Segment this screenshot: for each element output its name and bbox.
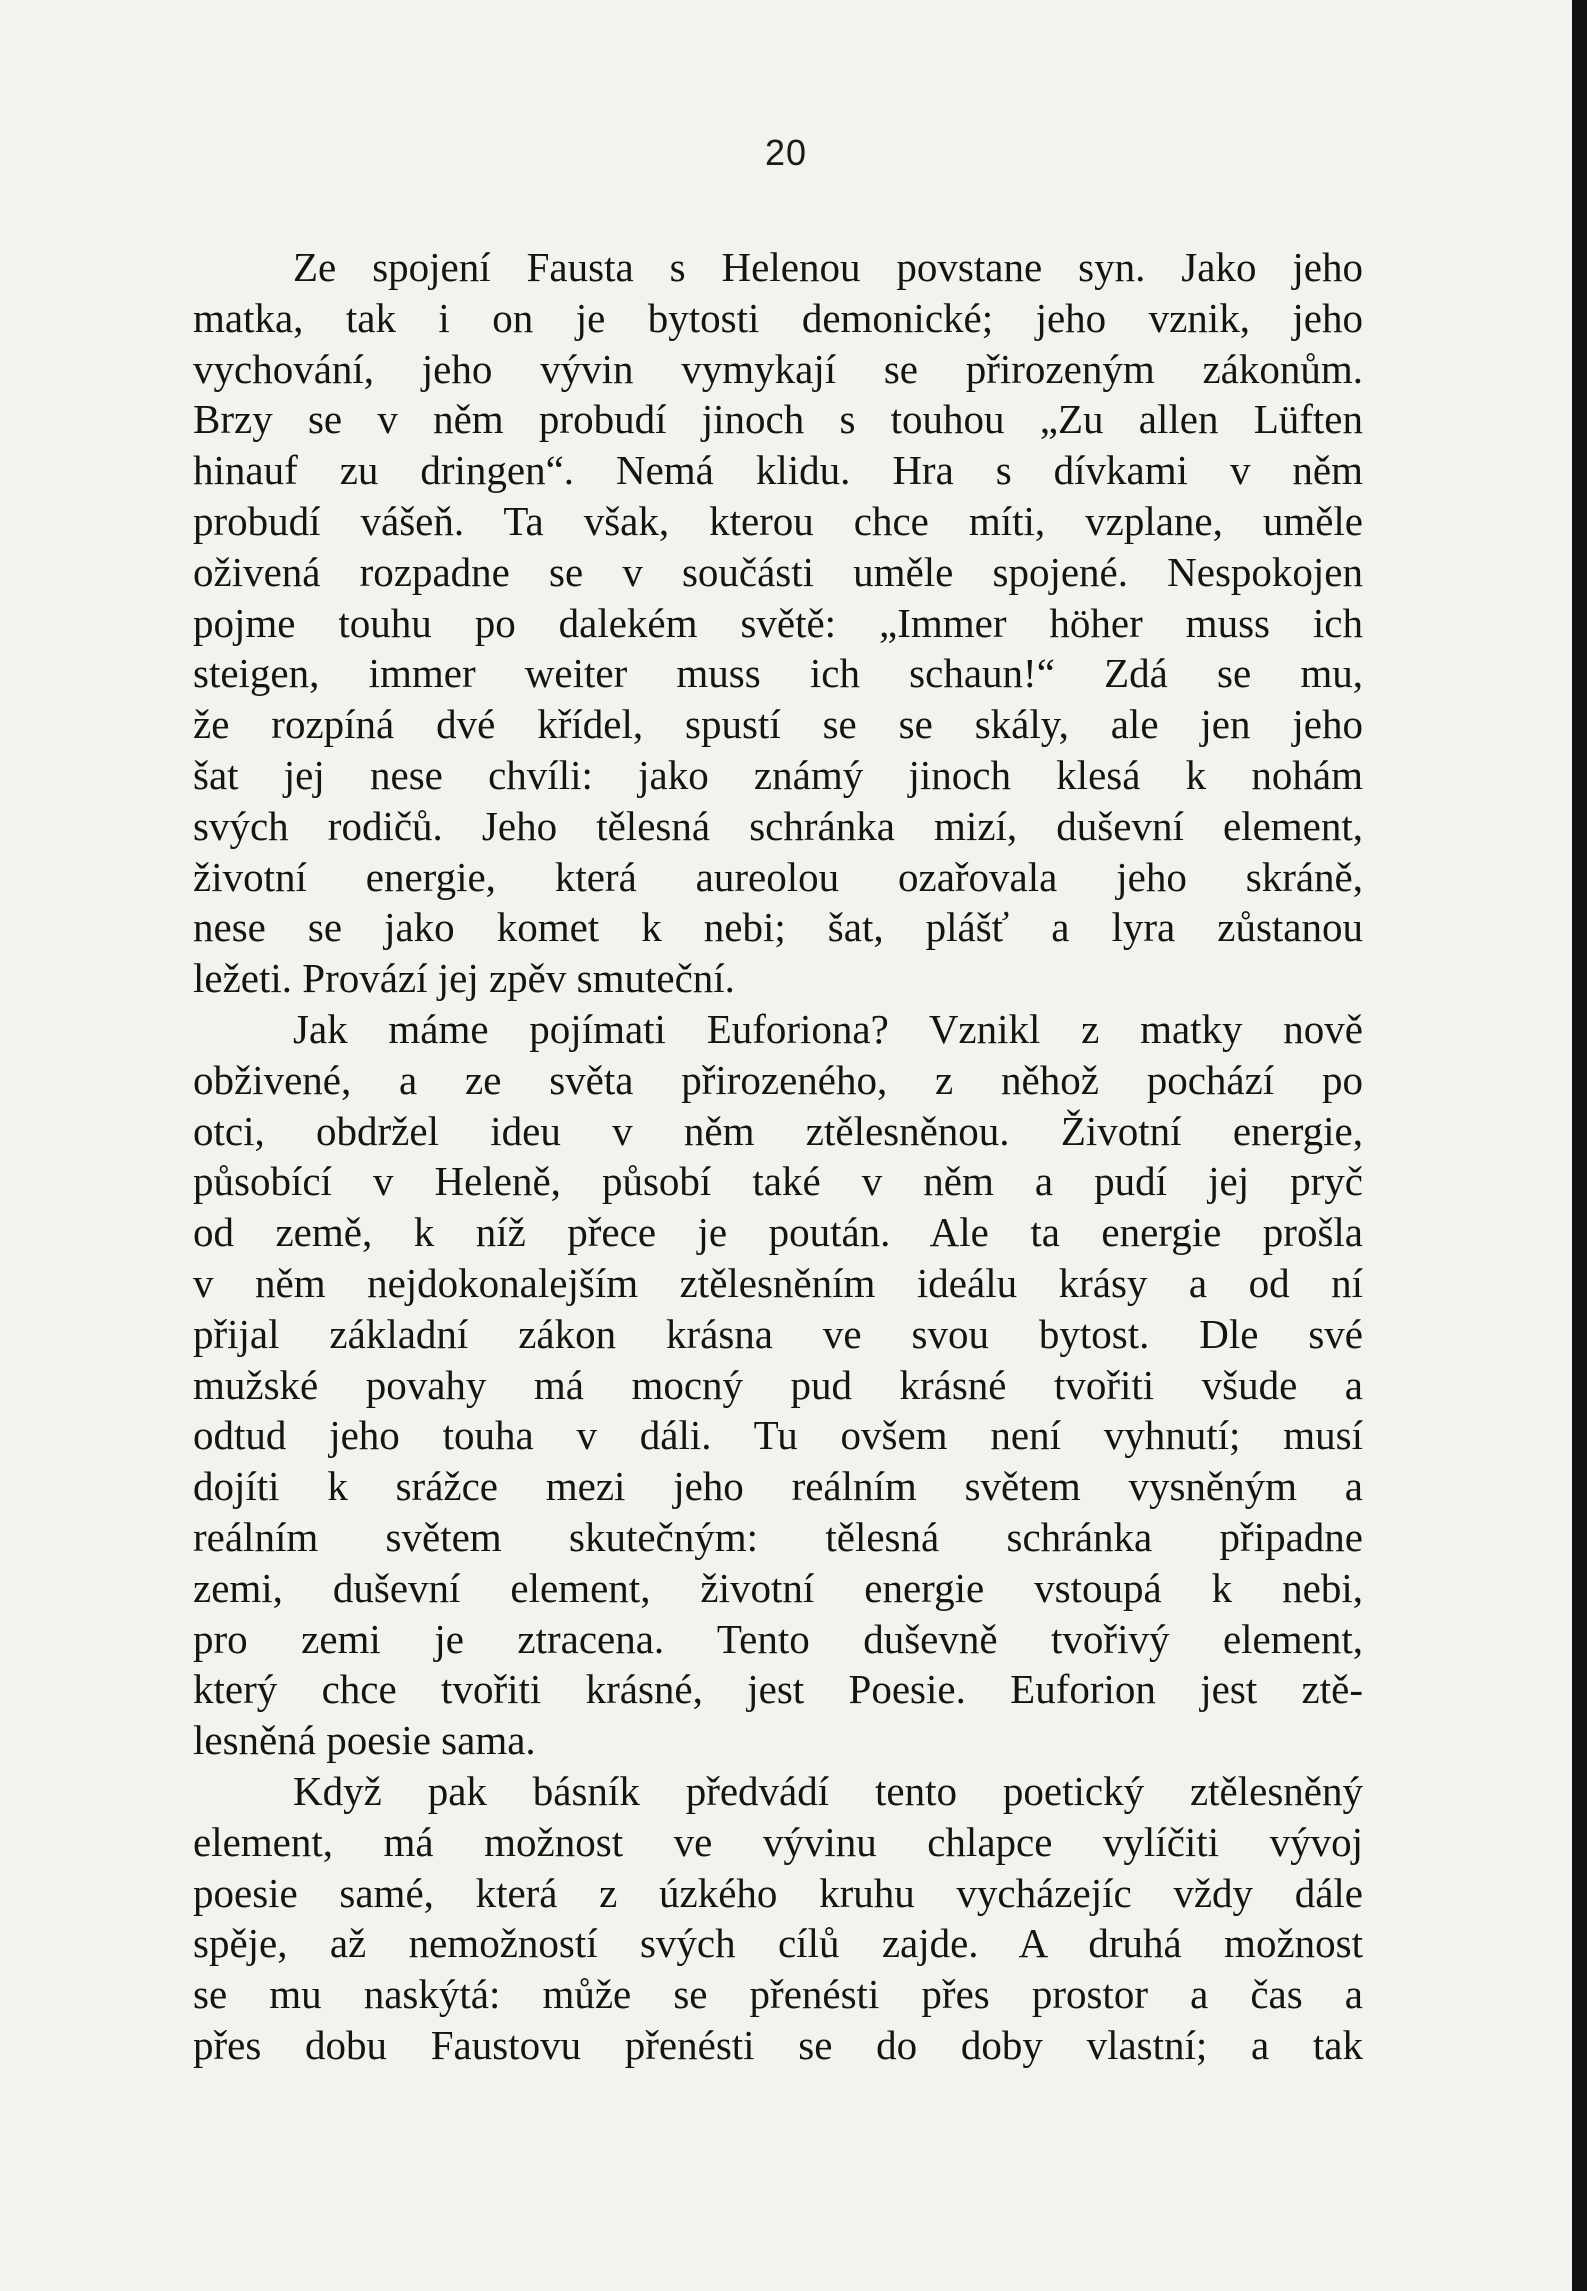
text-line: působící v Heleně, působí také v něm a pudí jej pryč: [193, 1158, 1363, 1205]
text-line: pojme touhu po dalekém světě: „Immer höher muss ich: [193, 599, 1363, 646]
text-line: otci, obdržel ideu v něm ztělesněnou. Životní energie,: [193, 1107, 1363, 1154]
text-line: mužské povahy má mocný pud krásné tvořiti všude a: [193, 1361, 1363, 1408]
text-line: šat jej nese chvíli: jako známý jinoch klesá k nohám: [193, 751, 1363, 798]
text-line: životní energie, která aureolou ozařovala jeho skráně,: [193, 853, 1363, 900]
scan-edge: [1572, 0, 1587, 2291]
text-line: ležeti. Provází jej zpěv smuteční.: [193, 955, 735, 1002]
text-line: steigen, immer weiter muss ich schaun!“ Zdá se mu,: [193, 650, 1363, 697]
text-line: přijal základní zákon krásna ve svou bytost. Dle své: [193, 1310, 1363, 1357]
text-line: vychování, jeho vývin vymykají se přirozeným zákonům.: [193, 345, 1363, 392]
text-line: Když pak básník předvádí tento poetický ztělesněný: [293, 1767, 1363, 1814]
text-line: od země, k níž přece je poután. Ale ta energie prošla: [193, 1209, 1363, 1256]
text-line: Brzy se v něm probudí jinoch s touhou „Zu allen Lüften: [193, 396, 1363, 443]
text-line: lesněná poesie sama.: [193, 1717, 536, 1764]
text-line: v něm nejdokonalejším ztělesněním ideálu krásy a od ní: [193, 1259, 1363, 1306]
text-line: poesie samé, která z úzkého kruhu vycházejíc vždy dále: [193, 1869, 1363, 1916]
text-line: matka, tak i on je bytosti demonické; jeho vznik, jeho: [193, 294, 1363, 341]
text-line: zemi, duševní element, životní energie vstoupá k nebi,: [193, 1564, 1363, 1611]
text-line: se mu naskýtá: může se přenésti přes prostor a čas a: [193, 1971, 1363, 2018]
text-line: obživené, a ze světa přirozeného, z něhož pochází po: [193, 1056, 1363, 1103]
text-line: oživená rozpadne se v součásti uměle spojené. Nespokojen: [193, 548, 1363, 595]
text-line: Jak máme pojímati Euforiona? Vznikl z matky nově: [293, 1005, 1363, 1052]
text-line: nese se jako komet k nebi; šat, plášť a lyra zůstanou: [193, 904, 1363, 951]
text-line: hinauf zu dringen“. Nemá klidu. Hra s dívkami v něm: [193, 447, 1363, 494]
text-line: přes dobu Faustovu přenésti se do doby vlastní; a tak: [193, 2021, 1363, 2068]
text-line: element, má možnost ve vývinu chlapce vylíčiti vývoj: [193, 1818, 1363, 1865]
text-line: pro zemi je ztracena. Tento duševně tvořivý element,: [193, 1615, 1363, 1662]
body-text: [193, 242, 1363, 2071]
text-line: svých rodičů. Jeho tělesná schránka mizí, duševní element,: [193, 802, 1363, 849]
text-line: který chce tvořiti krásné, jest Poesie. Euforion jest ztě-: [193, 1666, 1363, 1713]
text-line: reálním světem skutečným: tělesná schránka připadne: [193, 1513, 1363, 1560]
text-line: odtud jeho touha v dáli. Tu ovšem není vyhnutí; musí: [193, 1412, 1363, 1459]
text-line: že rozpíná dvé křídel, spustí se se skály, ale jen jeho: [193, 701, 1363, 748]
text-line: dojíti k srážce mezi jeho reálním světem vysněným a: [193, 1463, 1363, 1510]
page-number: 20: [764, 132, 808, 173]
text-line: probudí vášeň. Ta však, kterou chce míti, vzplane, uměle: [193, 497, 1363, 544]
text-line: Ze spojení Fausta s Helenou povstane syn. Jako jeho: [293, 244, 1363, 290]
text-line: spěje, až nemožností svých cílů zajde. A druhá možnost: [193, 1920, 1363, 1967]
